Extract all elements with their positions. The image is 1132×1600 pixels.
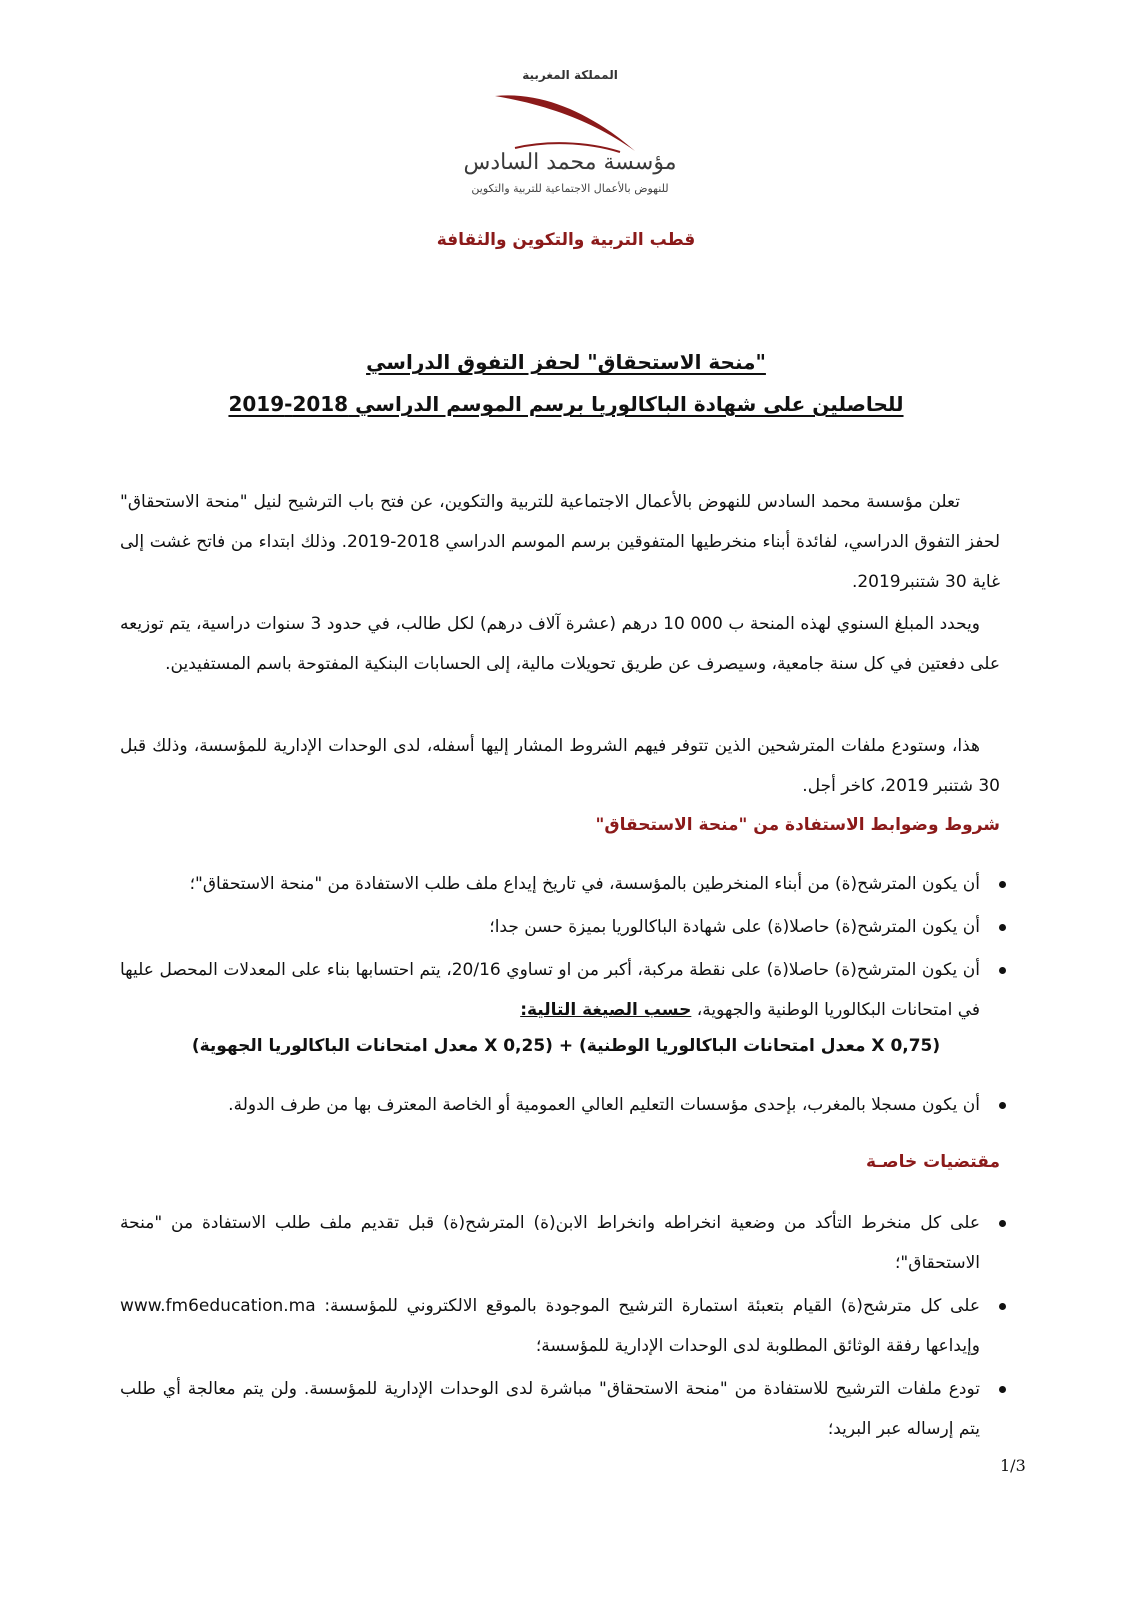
list-item: على كل منخرط التأكد من وضعية انخراطه وانخراط الابن(ة) المترشح(ة) قبل تقديم ملف طلب الاستفادة من "منحة الاستحقاق"؛ [120,1203,980,1283]
conditions-list [120,864,1006,1033]
list-item: على كل مترشح(ة) القيام بتعبئة استمارة الترشيح الموجودة بالموقع الالكتروني للمؤسسة: www.fm6education.ma وإيداعها رفقة الوثائق المطلوبة لدى الوحدات الإدارية للمؤسسة؛ [120,1286,980,1366]
pole-title: قطب التربية والتكوين والثقافة [436,230,696,250]
score-formula: (0,75 X معدل امتحانات الباكالوريا الوطنية) + (0,25 X معدل امتحانات الباكالوريا الجهوية) [191,1036,941,1056]
formula-label: حسب الصيغة التالية: [520,1000,692,1020]
conditions-list-continued [120,1085,1006,1125]
foundation-subtitle: للنهوض بالأعمال الاجتماعية للتربية والتكوين [471,182,669,195]
list-item: تودع ملفات الترشيح للاستفادة من "منحة الاستحقاق" مباشرة لدى الوحدات الإدارية للمؤسسة. ولن يتم معالجة أي طلب يتم إرساله عبر البريد؛ [120,1369,980,1449]
kingdom-label: المملكة المغربية [522,68,618,82]
document-title-line2: للحاصلين على شهادة الباكالوريا برسم الموسم الدراسي 2018-2019 [228,392,904,416]
requirements-heading: مقتضيات خاصـة [866,1152,1000,1172]
paragraph-deadline: هذا، وستودع ملفات المترشحين الذين تتوفر فيهم الشروط المشار إليها أسفله، لدى الوحدات الإدارية للمؤسسة، وذلك قبل 30 شتنبر 2019، كاخر أجل. [120,736,1000,796]
requirements-list [120,1203,1006,1452]
logo-swoosh-icon [485,86,645,156]
list-item: أن يكون المترشح(ة) حاصلا(ة) على نقطة مركبة، أكبر من او تساوي 20/16، يتم احتسابها بناء على المعدلات المحصل عليها في امتحانات البكالوريا الوطنية والجهوية، حسب الصيغة التالية: [120,950,980,1030]
conditions-heading: شروط وضوابط الاستفادة من "منحة الاستحقاق" [595,815,1000,835]
list-item: أن يكون المترشح(ة) حاصلا(ة) على شهادة الباكالوريا بميزة حسن جدا؛ [120,907,980,947]
list-item: أن يكون مسجلا بالمغرب، بإحدى مؤسسات التعليم العالي العمومية أو الخاصة المعترف بها من طرف الدولة. [120,1085,980,1125]
paragraph-announcement: تعلن مؤسسة محمد السادس للنهوض بالأعمال الاجتماعية للتربية والتكوين، عن فتح باب الترشيح لنيل "منحة الاستحقاق" لحفز التفوق الدراسي، لفائدة أبناء منخرطيها المتفوقين برسم الموسم الدراسي 2018-2019. وذلك ابتداء من فاتح غشت إلى غاية 30 شتنبر2019. [120,492,1000,592]
page-number: 1/3 [1000,1456,1026,1475]
document-title-line1: "منحة الاستحقاق" لحفز التفوق الدراسي [366,350,766,374]
foundation-logo [440,58,700,208]
paragraph-amount: ويحدد المبلغ السنوي لهذه المنحة ب 000 10 درهم (عشرة آلاف درهم) لكل طالب، في حدود 3 سنوات دراسية، يتم توزيعه على دفعتين في كل سنة جامعية، وسيصرف عن طريق تحويلات مالية، إلى الحسابات البنكية المفتوحة باسم المستفيدين. [120,614,1000,674]
list-item: أن يكون المترشح(ة) من أبناء المنخرطين بالمؤسسة، في تاريخ إيداع ملف طلب الاستفادة من "منحة الاستحقاق"؛ [120,864,980,904]
foundation-name: مؤسسة محمد السادس [463,150,677,175]
